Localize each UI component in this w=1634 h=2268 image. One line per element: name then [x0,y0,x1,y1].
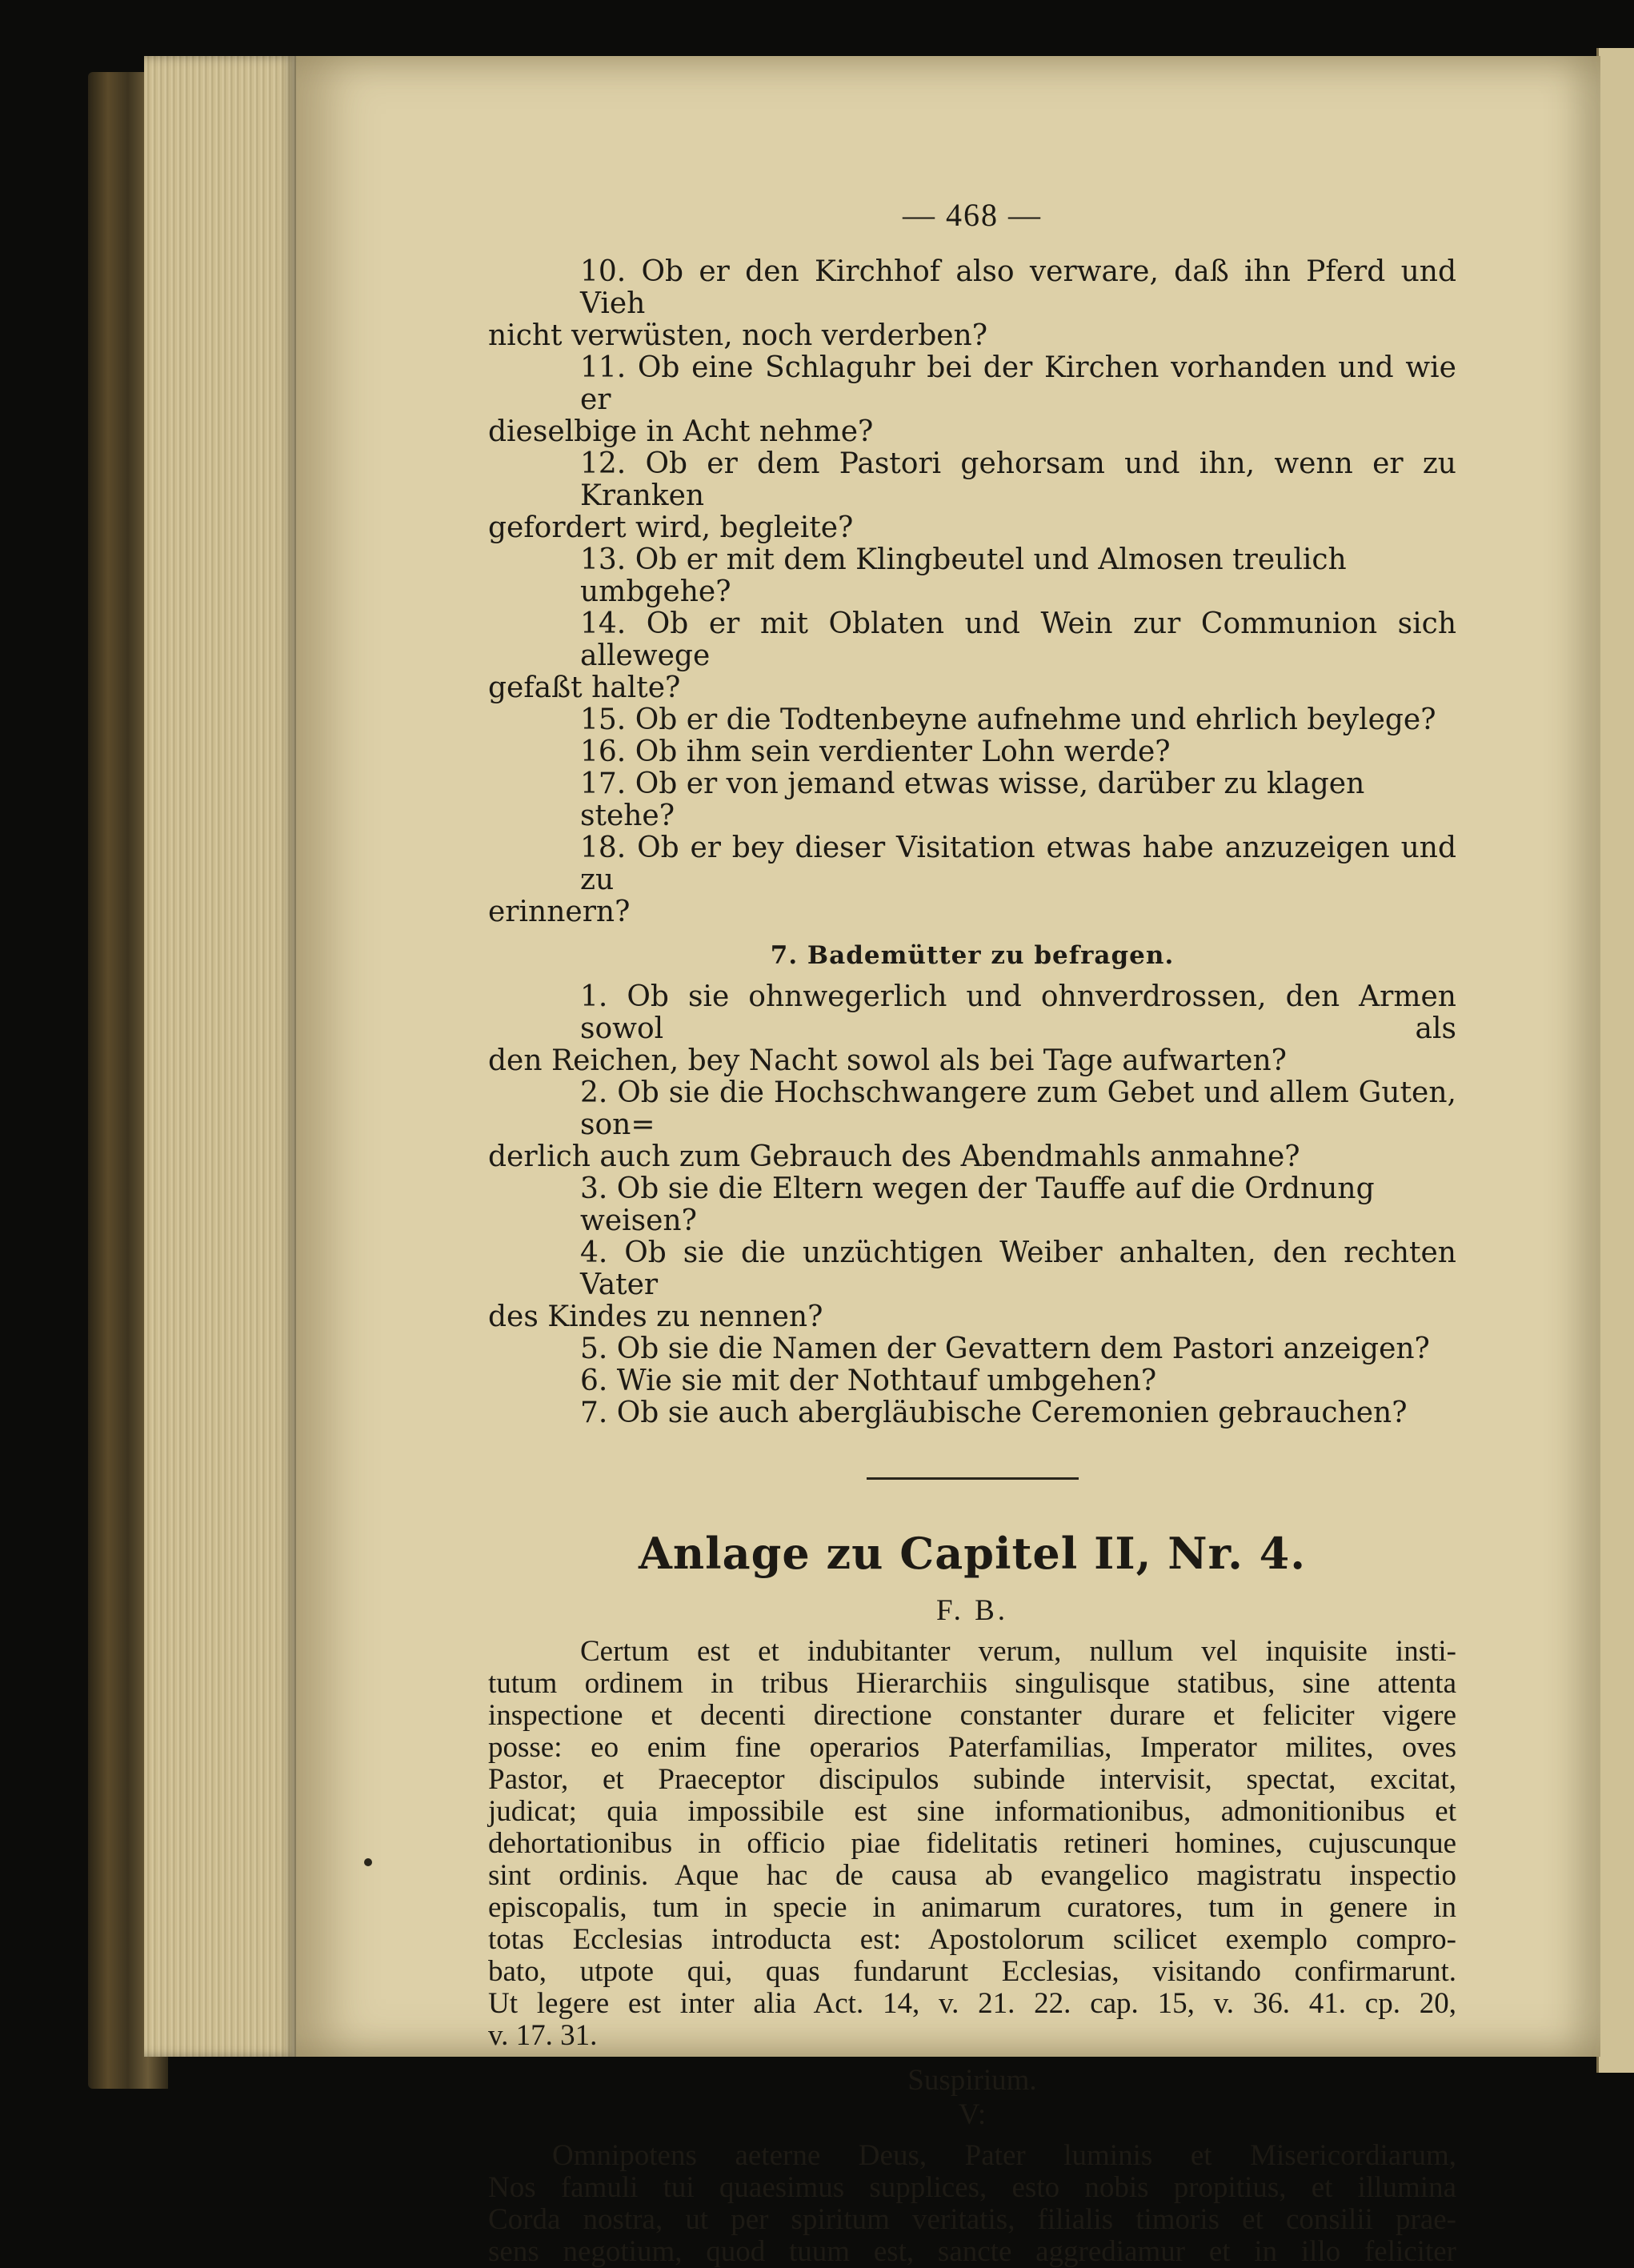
text-line: gefaßt halte? [488,671,681,704]
text-line: 10. Ob er den Kirchhof also verware, daß ihn Pferd und Vieh [580,255,1456,320]
text-line: den Reichen, bey Nacht sowol als bei Tage aufwarten? [488,1044,1287,1077]
text-line: 2. Ob sie die Hochschwangere zum Gebet und allem Guten, son= [580,1076,1456,1141]
question-item [488,736,1456,768]
text-line: dehortationibus in officio piae fidelitatis retineri homines, cujuscunque [488,1827,1456,1860]
question-item [488,1077,1456,1173]
question-item [488,544,1456,608]
text-line: 17. Ob er von jemand etwas wisse, darüber zu klagen stehe? [580,767,1365,832]
versicle-mark: V: [958,2098,987,2131]
text-line: 15. Ob er die Todtenbeyne aufnehme und ehrlich beylege? [580,703,1436,736]
text-line: dieselbige in Acht nehme? [488,415,874,448]
text-line: 13. Ob er mit dem Klingbeutel und Almosen treulich umbgehe? [580,543,1347,608]
text-line: erinnern? [488,896,631,928]
prayer-paragraph [488,2140,1456,2268]
text-line: Corda nostra, ut per spiritum veritatis, filialis timoris et consilii prae- [488,2203,1456,2236]
page-number: — 468 — [903,197,1042,233]
page-edges [144,56,296,2057]
text-line: sint ordinis. Aque hac de causa ab evangelico magistratu inspectio [488,1859,1456,1892]
text-line: 3. Ob sie die Eltern wegen der Tauffe auf die Ordnung weisen? [580,1172,1375,1237]
text-line: nicht verwüsten, noch verderben? [488,319,988,352]
question-item [488,608,1456,704]
question-item [488,1237,1456,1333]
ink-spot [364,1858,372,1866]
facing-page-edge [1596,48,1634,2073]
text-line: episcopalis, tum in specie in animarum curatores, tum in genere in [488,1891,1456,1924]
text-line: 5. Ob sie die Namen der Gevattern dem Pastori anzeigen? [580,1332,1430,1365]
text-line: Nos famuli tui quaesimus supplices, esto nobis propitius, et illumina [488,2171,1456,2204]
text-line: 12. Ob er dem Pastori gehorsam und ihn, wenn er zu Kranken [580,447,1456,512]
text-line: 6. Wie sie mit der Nothtauf umbgehen? [580,1364,1157,1397]
text-line: 7. Ob sie auch abergläubische Ceremonien gebrauchen? [580,1396,1408,1429]
text-line: gefordert wird, begleite? [488,511,854,544]
appendix-heading: Anlage zu Capitel II, Nr. 4. [638,1528,1307,1579]
text-line: 16. Ob ihm sein verdienter Lohn werde? [580,735,1171,768]
text-line: 1. Ob sie ohnwegerlich und ohnverdrossen, den Armen sowol als [580,980,1456,1045]
text-line: sens negotium, quod tuum est, sancte aggrediamur et in illo feliciter [488,2235,1456,2268]
question-item [488,1173,1456,1237]
latin-paragraph [488,1636,1456,2052]
text-line: Omnipotens aeterne Deus, Pater luminis et Misericordiarum, [552,2139,1456,2172]
text-line: 14. Ob er mit Oblaten und Wein zur Communion sich allewege [580,607,1456,672]
question-item [488,1397,1456,1429]
text-line: Ut legere est inter alia Act. 14, v. 21. 22. cap. 15, v. 36. 41. cp. 20, [488,1987,1456,2020]
text-line: tutum ordinem in tribus Hierarchiis singulisque statibus, sine attenta [488,1667,1456,1700]
text-line: 11. Ob eine Schlaguhr bei der Kirchen vorhanden und wie er [580,351,1456,416]
suspirium-title: Suspirium. [907,2064,1037,2097]
questions-list-a [488,256,1456,928]
question-item [488,704,1456,736]
question-item [488,981,1456,1077]
text-line: bato, utpote qui, quas fundarunt Ecclesias, visitando confirmarunt. [488,1955,1456,1988]
text-line: totas Ecclesias introducta est: Apostolorum scilicet exemplo compro- [488,1923,1456,1956]
fb-label: F. B. [935,1594,1009,1627]
question-item [488,352,1456,448]
text-line: des Kindes zu nennen? [488,1300,823,1333]
question-item [488,1365,1456,1397]
question-item [488,448,1456,544]
page-content [488,196,1456,2268]
text-line: 4. Ob sie die unzüchtigen Weiber anhalten, den rechten Vater [580,1236,1456,1301]
question-item [488,1333,1456,1365]
section-heading: 7. Bademütter zu befragen. [770,941,1175,970]
text-line: judicat; quia impossibile est sine informationibus, admonitionibus et [488,1795,1456,1828]
text-line: Pastor, et Praeceptor discipulos subinde intervisit, spectat, excitat, [488,1763,1456,1796]
text-line: v. 17. 31. [488,2019,598,2052]
divider-rule [867,1477,1079,1480]
text-line: 18. Ob er bey dieser Visitation etwas habe anzuzeigen und zu [580,831,1456,896]
text-line: derlich auch zum Gebrauch des Abendmahls anmahne? [488,1140,1300,1173]
question-item [488,256,1456,352]
text-line: Certum est et indubitanter verum, nullum vel inquisite insti- [580,1635,1456,1668]
questions-list-b [488,981,1456,1429]
text-line: posse: eo enim fine operarios Paterfamilias, Imperator milites, oves [488,1731,1456,1764]
question-item [488,768,1456,832]
question-item [488,832,1456,928]
text-line: inspectione et decenti directione constanter durare et feliciter vigere [488,1699,1456,1732]
